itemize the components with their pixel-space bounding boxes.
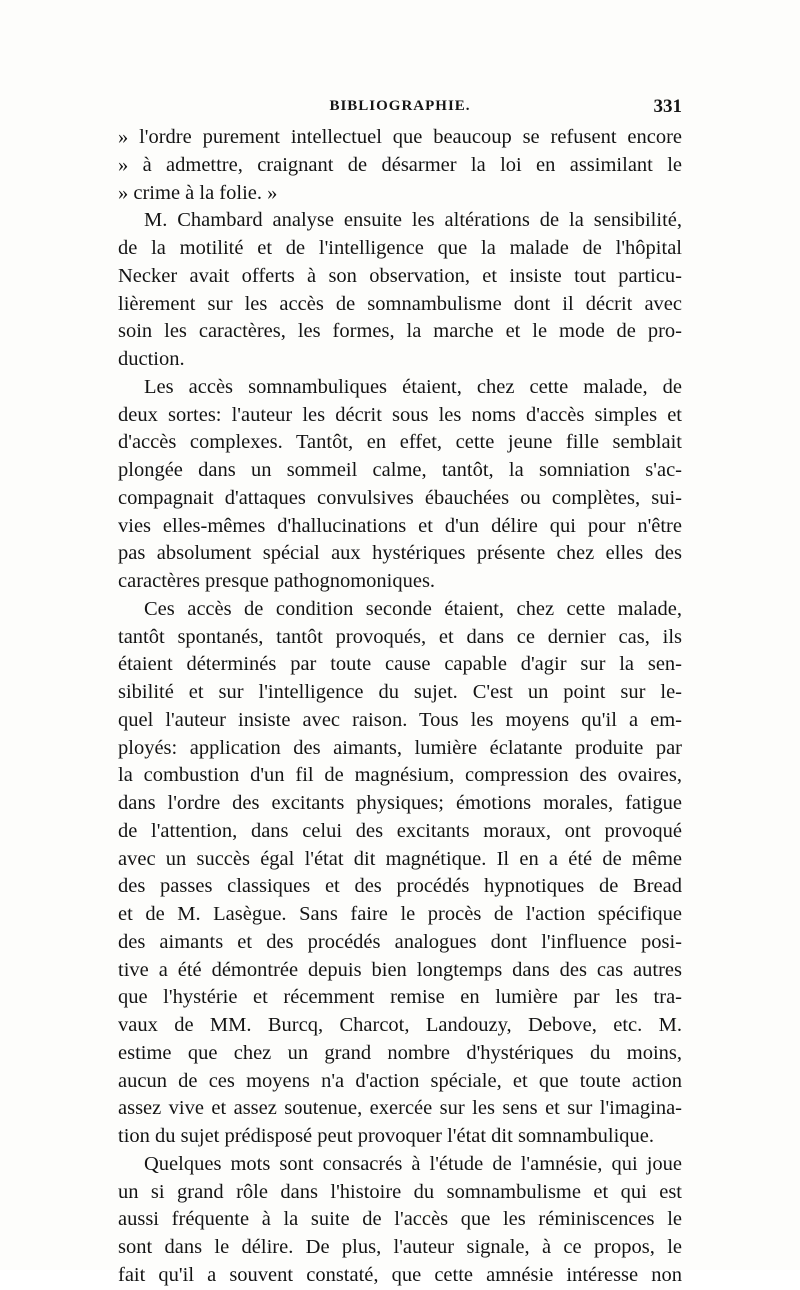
running-head [118, 98, 682, 122]
text-line: aussi fréquente à la suite de l'accès que les réminiscences le [118, 1208, 682, 1231]
text-line: » crime à la folie. » [118, 181, 278, 204]
text-line: sont dans le délire. De plus, l'auteur signale, à ce propos, le [118, 1236, 682, 1258]
text-line: estime que chez un grand nombre d'hystériques du moins, [118, 1041, 682, 1064]
text-line: compagnait d'attaques convulsives ébauchées ou complètes, sui- [118, 486, 682, 509]
text-line: tive a été démontrée depuis bien longtemps dans des cas autres [118, 958, 682, 981]
text-line: la combustion d'un fil de magnésium, compression des ovaires, [118, 764, 682, 787]
text-line: tion du sujet prédisposé peut provoquer l'état dit somnambulique. [118, 1125, 655, 1147]
paragraph-first-line: Ces accès de condition seconde étaient, chez cette malade, [144, 597, 682, 620]
text-line: d'accès complexes. Tantôt, en effet, cette jeune fille semblait [118, 431, 682, 454]
text-line: et de M. Lasègue. Sans faire le procès de l'action spécifique [118, 903, 682, 925]
text-line: étaient déterminés par toute cause capable d'agir sur la sen- [118, 653, 682, 676]
text-line: dans l'ordre des excitants physiques; émotions morales, fatigue [118, 792, 682, 814]
text-line: pas absolument spécial aux hystériques présente chez elles des [118, 542, 682, 565]
paragraph-first-line: Les accès somnambuliques étaient, chez cette malade, de [144, 375, 682, 398]
text-line: duction. [118, 348, 185, 370]
text-line: ployés: application des aimants, lumière éclatante produite par [118, 736, 682, 759]
text-line: de l'attention, dans celui des excitants moraux, ont provoqué [118, 819, 682, 842]
text-line: des passes classiques et des procédés hypnotiques de Bread [118, 875, 682, 898]
text-line: de la motilité et de l'intelligence que la malade de l'hôpital [118, 237, 682, 259]
text-line: quel l'auteur insiste avec raison. Tous les moyens qu'il a em- [118, 708, 682, 731]
text-line: tantôt spontanés, tantôt provoqués, et dans ce dernier cas, ils [118, 625, 682, 648]
text-line: » l'ordre purement intellectuel que beaucoup se refusent encore [118, 126, 682, 148]
text-line: soin les caractères, les formes, la marche et le mode de pro- [118, 320, 682, 343]
text-line: des aimants et des procédés analogues dont l'influence posi- [118, 930, 682, 953]
text-line: plongée dans un sommeil calme, tantôt, la somniation s'ac- [118, 459, 682, 481]
text-line: lièrement sur les accès de somnambulisme dont il décrit avec [118, 292, 682, 315]
text-line: fait qu'il a souvent constaté, que cette amnésie intéresse non [118, 1263, 682, 1286]
page-number: 331 [653, 96, 682, 117]
text-line: » à admettre, craignant de désarmer la loi en assimilant le [118, 153, 682, 176]
text-line: que l'hystérie et récemment remise en lumière par les tra- [118, 986, 682, 1009]
text-line: Necker avait offerts à son observation, et insiste tout particu- [118, 264, 682, 287]
paragraph-first-line: Quelques mots sont consacrés à l'étude de l'amnésie, qui joue [144, 1152, 682, 1175]
text-line: caractères presque pathognomoniques. [118, 570, 436, 592]
text-line: avec un succès égal l'état dit magnétique. Il en a été de même [118, 847, 682, 870]
text-line: assez vive et assez soutenue, exercée sur les sens et sur l'imagina- [118, 1097, 682, 1120]
text-line: sibilité et sur l'intelligence du sujet. C'est un point sur le- [118, 681, 682, 703]
text-line: deux sortes: l'auteur les décrit sous les noms d'accès simples et [118, 403, 682, 426]
body-text [118, 124, 682, 1290]
text-line: un si grand rôle dans l'histoire du somnambulisme et qui est [118, 1180, 682, 1203]
text-line: aucun de ces moyens n'a d'action spéciale, et que toute action [118, 1069, 682, 1092]
paragraph-first-line: M. Chambard analyse ensuite les altérations de la sensibilité, [144, 209, 682, 232]
running-title: BIBLIOGRAPHIE. [329, 98, 471, 114]
text-line: vies elles-mêmes d'hallucinations et d'un délire qui pour n'être [118, 514, 682, 537]
text-line: vaux de MM. Burcq, Charcot, Landouzy, Debove, etc. M. [118, 1014, 682, 1036]
